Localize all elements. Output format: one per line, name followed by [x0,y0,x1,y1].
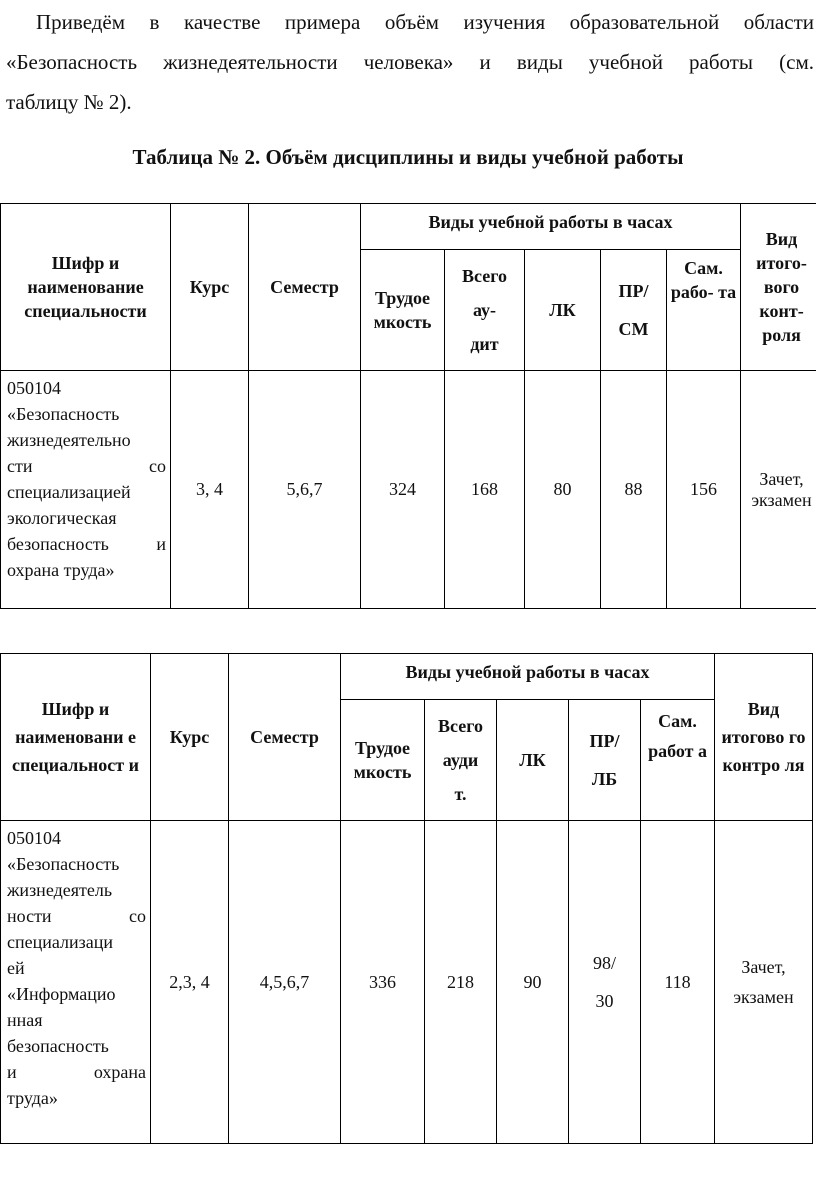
row-total: 168 [445,371,525,609]
header-control: Вид итого- вого конт- роля [741,204,816,371]
header-pr-part: СМ [618,319,649,339]
row-semester: 4,5,6,7 [229,821,341,1144]
header-lk: ЛК [525,250,601,371]
header-sam: Сам. рабо- та [667,250,741,371]
header-semester: Семестр [249,204,361,371]
row-labor: 324 [361,371,445,609]
name-line: жизнедеятель [7,880,113,900]
header-total-part: Всего [438,716,483,736]
row-lk: 90 [497,821,569,1144]
name-line: экологическая [7,508,117,528]
row-lk: 80 [525,371,601,609]
name-line: «Безопасность [7,854,120,874]
header-course: Курс [171,204,249,371]
name-line: безопасность [7,1036,109,1056]
header-work-types: Виды учебной работы в часах [361,204,741,250]
name-line: и охрана [7,1062,146,1082]
header-labor: Трудое мкость [361,250,445,371]
header-total-part: дит [470,334,499,354]
name-line: жизнедеятельно [7,430,131,450]
header-name: Шифр и наименовани е специальност и [1,654,151,821]
row-pr-part: 98/ [592,953,616,973]
header-course: Курс [151,654,229,821]
intro-line-2: «Безопасность жизнедеятельности человека» и виды учебной работы (см. [6,50,814,74]
row-pr [569,821,641,1144]
name-line: «Безопасность [7,404,120,424]
row-course: 3, 4 [171,371,249,609]
row-control: Зачет, экзамен [715,821,813,1144]
header-total-part: ауди [442,750,479,770]
row-sam: 156 [667,371,741,609]
name-line: охрана труда» [7,560,115,580]
row-name [1,371,171,609]
name-line: специализацией [7,482,131,502]
row-labor: 336 [341,821,425,1144]
name-line: 050104 [7,828,61,848]
name-line: безопасность и [7,534,166,554]
header-work-types: Виды учебной работы в часах [341,654,715,700]
header-total [445,250,525,371]
name-line: 050104 [7,378,61,398]
row-control: Зачет, экзамен [741,371,816,609]
work-volume-table-2 [0,653,813,1144]
header-total-part: т. [454,784,467,804]
header-sam: Сам. работ а [641,700,715,821]
intro-line-1: Приведём в качестве примера объём изучения образовательной области [36,10,814,34]
row-total: 218 [425,821,497,1144]
name-line: сти со [7,456,166,476]
intro-paragraph [6,2,814,122]
header-name: Шифр и наименование специальности [1,204,171,371]
name-line: труда» [7,1088,58,1108]
name-line: специализаци [7,932,114,952]
header-total-part: ау- [472,300,497,320]
header-semester: Семестр [229,654,341,821]
name-line: нная [7,1010,43,1030]
row-pr-part: 30 [595,991,614,1011]
table-caption: Таблица № 2. Объём дисциплины и виды учебной работы [132,145,684,169]
header-labor: Трудое мкость [341,700,425,821]
work-volume-table-1 [0,203,816,609]
header-total-part: Всего [462,266,507,286]
row-semester: 5,6,7 [249,371,361,609]
intro-line-3: таблицу № 2). [6,90,132,114]
name-line: ей [7,958,25,978]
row-sam: 118 [641,821,715,1144]
header-control: Вид итогово го контро ля [715,654,813,821]
header-pr-part: ЛБ [591,769,618,789]
row-pr: 88 [601,371,667,609]
header-total [425,700,497,821]
row-name [1,821,151,1144]
name-line: «Информацио [7,984,116,1004]
header-pr-part: ПР/ [618,281,649,301]
header-pr [569,700,641,821]
header-lk: ЛК [497,700,569,821]
row-course: 2,3, 4 [151,821,229,1144]
name-line: ности со [7,906,146,926]
header-pr-part: ПР/ [589,731,620,751]
header-pr [601,250,667,371]
